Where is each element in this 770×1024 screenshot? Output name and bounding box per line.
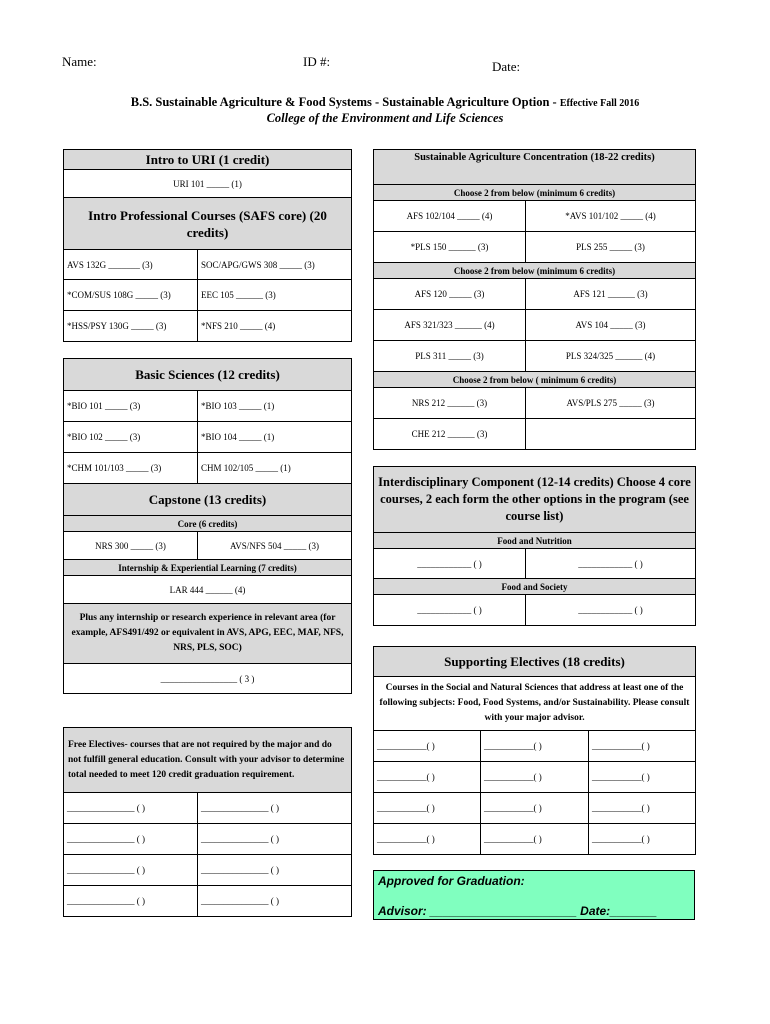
course-blank: ____________ ( ): [526, 595, 696, 626]
elective-blank: _______________ ( ): [64, 886, 198, 917]
course-cell: PLS 255 _____ (3): [526, 232, 696, 263]
course-cell: AVS/NFS 504 _____ (3): [198, 532, 352, 560]
id-label: ID #:: [303, 54, 331, 69]
capstone-heading: Capstone (13 credits): [64, 484, 352, 516]
elective-blank: ___________( ): [481, 762, 589, 793]
program-title: [0, 95, 770, 110]
elective-blank: ___________( ): [374, 793, 481, 824]
elective-blank: ___________( ): [589, 731, 696, 762]
elective-blank: _______________ ( ): [64, 855, 198, 886]
advisor-signature-line: Advisor: ______________________ Date:_______: [378, 904, 657, 918]
approval-title: Approved for Graduation:: [378, 874, 525, 888]
food-nutrition-label: Food and Nutrition: [374, 533, 696, 549]
elective-blank: ___________( ): [589, 793, 696, 824]
choose-label: Choose 2 from below ( minimum 6 credits): [374, 372, 696, 388]
course-cell: *CHM 101/103 _____ (3): [64, 453, 198, 484]
course-cell: SOC/APG/GWS 308 _____ (3): [198, 250, 352, 280]
supporting-electives-table: [373, 646, 696, 855]
elective-blank: ___________( ): [589, 824, 696, 855]
effective-date: Effective Fall 2016: [559, 98, 640, 109]
course-blank: ____________ ( ): [526, 549, 696, 579]
supporting-heading: Supporting Electives (18 credits): [374, 647, 696, 677]
elective-blank: ___________( ): [374, 824, 481, 855]
course-cell: AFS 120 _____ (3): [374, 279, 526, 310]
internship-blank: _________________ ( 3 ): [64, 664, 352, 694]
concentration-heading: Sustainable Agriculture Concentration (18-22 credits): [374, 150, 696, 185]
course-cell: NRS 212 ______ (3): [374, 388, 526, 419]
uri-101-course: URI 101 _____ (1): [64, 170, 352, 198]
course-cell: PLS 311 _____ (3): [374, 341, 526, 372]
interdisciplinary-heading: Interdisciplinary Component (12-14 credits) Choose 4 core courses, 2 each form the other options in the program (see course list): [374, 467, 696, 533]
elective-blank: ___________( ): [481, 793, 589, 824]
course-cell: AVS 132G _______ (3): [64, 250, 198, 280]
elective-blank: ___________( ): [481, 824, 589, 855]
course-cell: CHE 212 ______ (3): [374, 419, 526, 450]
intro-prof-heading: Intro Professional Courses (SAFS core) (20 credits): [64, 198, 352, 250]
course-blank: ____________ ( ): [374, 549, 526, 579]
course-cell: *HSS/PSY 130G _____ (3): [64, 311, 198, 342]
program-title-main: B.S. Sustainable Agriculture & Food Systems - Sustainable Agriculture Option -: [130, 95, 560, 109]
free-electives-table: [63, 727, 352, 917]
interdisciplinary-table: [373, 466, 696, 626]
basic-sciences-heading: Basic Sciences (12 credits): [64, 359, 352, 391]
course-blank: ____________ ( ): [374, 595, 526, 626]
course-cell: AFS 102/104 _____ (4): [374, 201, 526, 232]
course-cell: *BIO 103 _____ (1): [198, 391, 352, 422]
basic-sciences-table: [63, 358, 352, 694]
course-cell: *BIO 102 _____ (3): [64, 422, 198, 453]
choose-label: Choose 2 from below (minimum 6 credits): [374, 185, 696, 201]
elective-blank: _______________ ( ): [198, 793, 352, 824]
course-cell: *BIO 104 _____ (1): [198, 422, 352, 453]
course-cell: AFS 321/323 ______ (4): [374, 310, 526, 341]
internship-note: Plus any internship or research experience in relevant area (for example, AFS491/492 or equivalent in AVS, APG, EEC, MAF, NFS, NRS, PLS, SOC): [64, 604, 352, 664]
elective-blank: ___________( ): [374, 762, 481, 793]
food-society-label: Food and Society: [374, 579, 696, 595]
lar-444-course: LAR 444 ______ (4): [64, 576, 352, 604]
course-cell: [526, 419, 696, 450]
internship-label: Internship & Experiential Learning (7 credits): [64, 560, 352, 576]
elective-blank: _______________ ( ): [64, 824, 198, 855]
course-cell: AFS 121 ______ (3): [526, 279, 696, 310]
capstone-core-label: Core (6 credits): [64, 516, 352, 532]
college-title: College of the Environment and Life Sciences: [266, 111, 504, 125]
course-cell: *BIO 101 _____ (3): [64, 391, 198, 422]
course-cell: NRS 300 _____ (3): [64, 532, 198, 560]
elective-blank: ___________( ): [374, 731, 481, 762]
course-cell: *PLS 150 ______ (3): [374, 232, 526, 263]
elective-blank: ___________( ): [481, 731, 589, 762]
elective-blank: ___________( ): [589, 762, 696, 793]
course-cell: *AVS 101/102 _____ (4): [526, 201, 696, 232]
elective-blank: _______________ ( ): [64, 793, 198, 824]
course-cell: CHM 102/105 _____ (1): [198, 453, 352, 484]
course-cell: PLS 324/325 ______ (4): [526, 341, 696, 372]
approval-box: [373, 870, 695, 920]
elective-blank: _______________ ( ): [198, 886, 352, 917]
concentration-table: [373, 149, 696, 450]
intro-courses-table: [63, 149, 352, 342]
course-cell: AVS 104 _____ (3): [526, 310, 696, 341]
course-cell: *COM/SUS 108G _____ (3): [64, 280, 198, 311]
course-cell: AVS/PLS 275 _____ (3): [526, 388, 696, 419]
course-cell: EEC 105 ______ (3): [198, 280, 352, 311]
supporting-note: Courses in the Social and Natural Sciences that address at least one of the following subjects: Food, Food Systems, and/or Sustainability. Please consult with your major advisor.: [374, 677, 696, 731]
choose-label: Choose 2 from below (minimum 6 credits): [374, 263, 696, 279]
course-cell: *NFS 210 _____ (4): [198, 311, 352, 342]
free-electives-note: Free Electives- courses that are not required by the major and do not fulfill general education. Consult with your advisor to determine total needed to meet 120 credit graduation requirement.: [64, 728, 352, 793]
elective-blank: _______________ ( ): [198, 824, 352, 855]
name-label: Name:: [62, 54, 97, 69]
elective-blank: _______________ ( ): [198, 855, 352, 886]
date-label: Date:: [492, 59, 521, 74]
intro-uri-heading: Intro to URI (1 credit): [64, 150, 352, 170]
